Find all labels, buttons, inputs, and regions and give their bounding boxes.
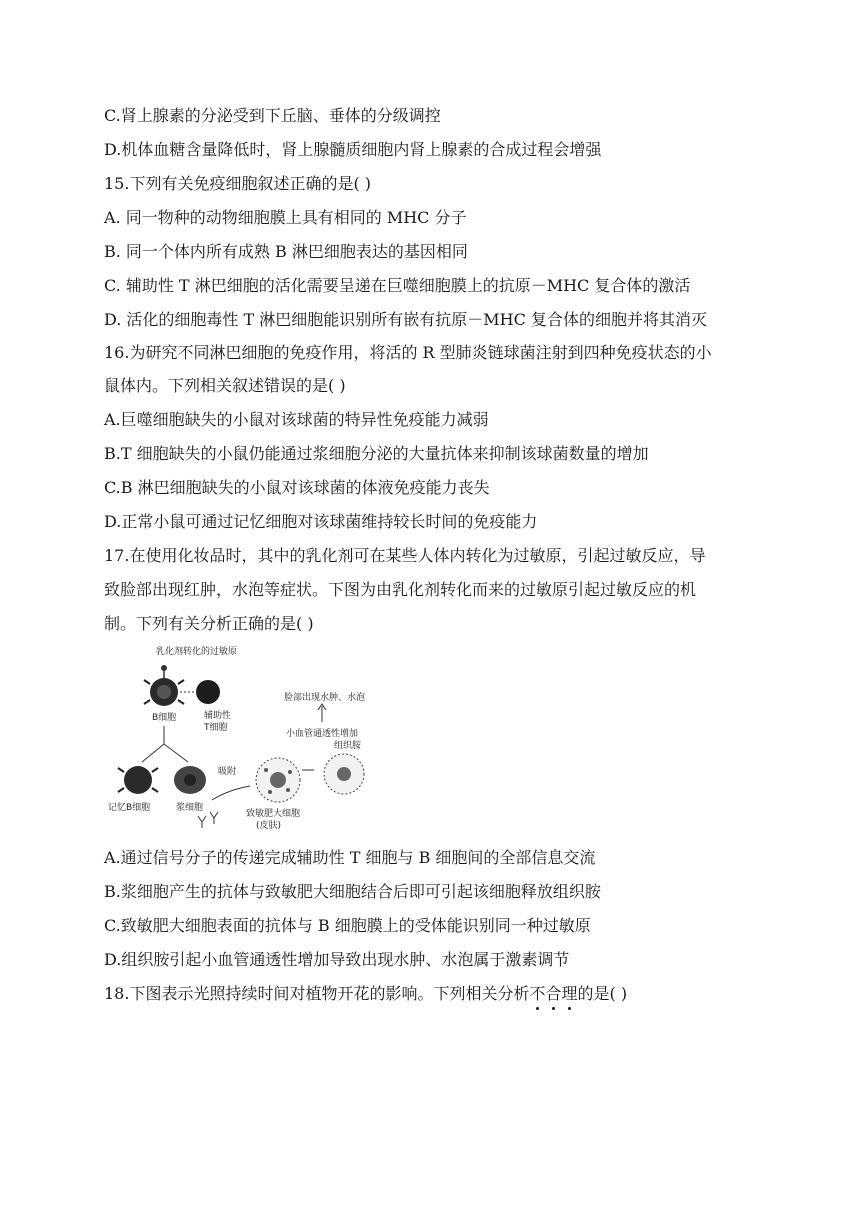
symptom-label: 脸部出现水肿、水泡 — [284, 693, 366, 703]
memory-b-cell-icon — [118, 766, 158, 794]
q18-emph-2: 合 — [545, 984, 562, 1003]
option-15d: D. 活化的细胞毒性 T 淋巴细胞能识别所有嵌有抗原－MHC 复合体的细胞并将其消灭 — [104, 310, 707, 329]
skin-label: (皮肤) — [256, 821, 282, 831]
q18-before: 18.下图表示光照持续时间对植物开花的影响。下列相关分析 — [104, 984, 530, 1003]
memory-b-label: 记忆B细胞 — [108, 803, 151, 813]
option-16c: C.B 淋巴细胞缺失的小鼠对该球菌的体液免疫能力丧失 — [104, 478, 490, 497]
option-17d: D.组织胺引起小血管通透性增加导致出现水肿、水泡属于激素调节 — [104, 950, 570, 969]
helper-t-label-2: T细胞 — [204, 723, 228, 733]
mast-cell-label: 致敏肥大细胞 — [246, 809, 301, 819]
question-17-stem-line2: 致脸部出现红肿，水泡等症状。下图为由乳化剂转化而来的过敏原引起过敏反应的机 — [104, 580, 697, 599]
option-17a: A.通过信号分子的传递完成辅助性 T 细胞与 B 细胞间的全部信息交流 — [104, 848, 596, 867]
option-15c: C. 辅助性 T 淋巴细胞的活化需要呈递在巨噬细胞膜上的抗原－MHC 复合体的激活 — [104, 276, 691, 295]
question-16-stem-line1: 16.为研究不同淋巴细胞的免疫作用，将活的 R 型肺炎链球菌注射到四种免疫状态的小 — [104, 343, 712, 362]
helper-t-cell-icon — [196, 680, 220, 704]
permeability-label: 小血管通透性增加 — [286, 729, 359, 739]
allergy-mechanism-figure — [100, 640, 400, 840]
option-16b: B.T 细胞缺失的小鼠仍能通过浆细胞分泌的大量抗体来抑制该球菌数量的增加 — [104, 444, 649, 463]
option-14c: C.肾上腺素的分泌受到下丘脑、垂体的分级调控 — [104, 106, 441, 125]
allergen-icon — [161, 665, 167, 680]
question-18-stem — [104, 984, 764, 1004]
b-cell-icon — [144, 678, 184, 706]
question-16-stem-line2: 鼠体内。下列相关叙述错误的是( ) — [104, 376, 346, 395]
degranulating-mast-cell-icon — [324, 754, 364, 794]
option-15b: B. 同一个体内所有成熟 B 淋巴细胞表达的基因相同 — [104, 242, 468, 261]
option-16d: D.正常小鼠可通过记忆细胞对该球菌维持较长时间的免疫能力 — [104, 512, 538, 531]
histamine-label: 组织胺 — [334, 741, 362, 751]
question-15-stem: 15.下列有关免疫细胞叙述正确的是( ) — [104, 174, 372, 193]
q18-emph-1: 不 — [529, 984, 546, 1003]
option-17c: C.致敏肥大细胞表面的抗体与 B 细胞膜上的受体能识别同一种过敏原 — [104, 916, 591, 935]
helper-t-label-1: 辅助性 — [204, 711, 232, 721]
plasma-cell-icon — [174, 766, 206, 794]
question-17-stem-line1: 17.在使用化妆品时，其中的乳化剂可在某些人体内转化为过敏原，引起过敏反应，导 — [104, 546, 706, 565]
b-cell-label: B细胞 — [152, 713, 177, 723]
plasma-cell-label: 浆细胞 — [176, 803, 204, 813]
q18-emph-3: 理 — [561, 984, 578, 1003]
question-17-stem-line3: 制。下列有关分析正确的是( ) — [104, 614, 314, 633]
q18-after: 的是( ) — [577, 984, 628, 1003]
option-15a: A. 同一物种的动物细胞膜上具有相同的 MHC 分子 — [104, 208, 467, 227]
option-17b: B.浆细胞产生的抗体与致敏肥大细胞结合后即可引起该细胞释放组织胺 — [104, 882, 601, 901]
option-16a: A.巨噬细胞缺失的小鼠对该球菌的特异性免疫能力减弱 — [104, 410, 489, 429]
option-14d: D.机体血糖含量降低时，肾上腺髓质细胞内肾上腺素的合成过程会增强 — [104, 140, 602, 159]
adsorb-label: 吸附 — [218, 767, 237, 777]
allergen-label: 乳化剂转化的过敏原 — [156, 647, 238, 657]
mast-cell-icon — [256, 758, 300, 802]
